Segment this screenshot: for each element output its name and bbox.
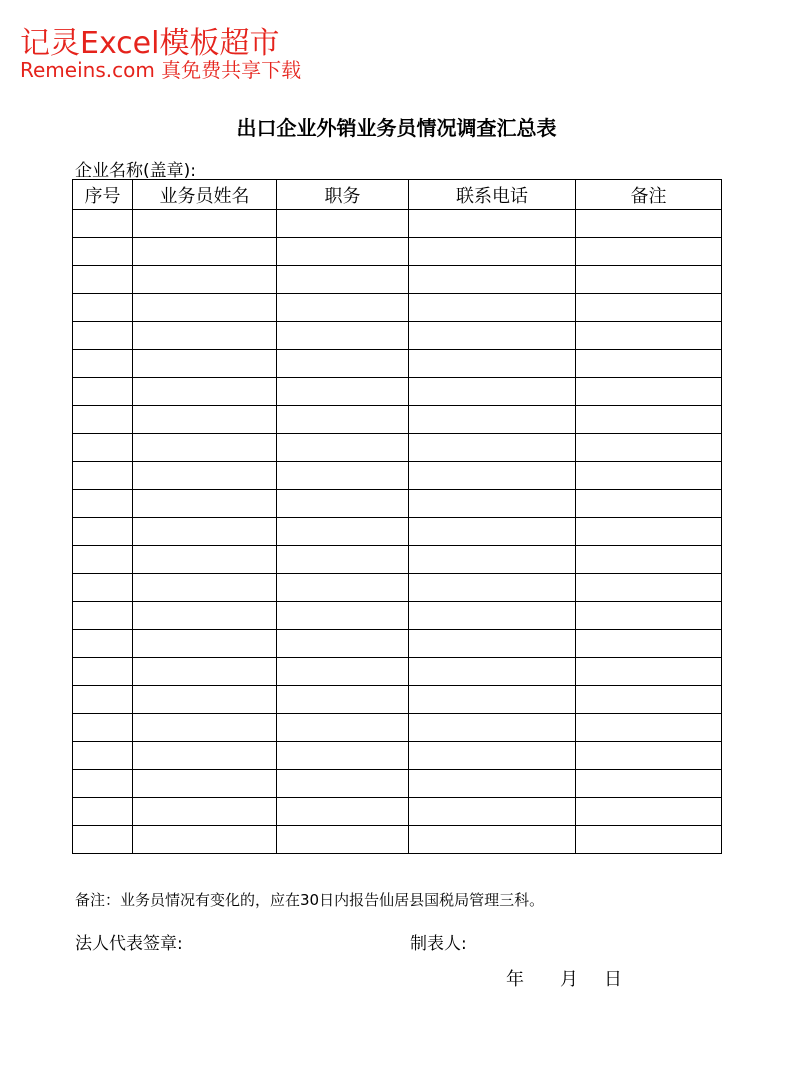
cell-name[interactable] <box>133 322 277 350</box>
cell-serial[interactable] <box>73 462 133 490</box>
cell-phone[interactable] <box>409 574 576 602</box>
cell-serial[interactable] <box>73 686 133 714</box>
table-row <box>73 518 722 546</box>
cell-serial[interactable] <box>73 378 133 406</box>
cell-position[interactable] <box>277 406 409 434</box>
cell-position[interactable] <box>277 798 409 826</box>
cell-position[interactable] <box>277 714 409 742</box>
table-row <box>73 490 722 518</box>
cell-remarks[interactable] <box>576 266 722 294</box>
cell-position[interactable] <box>277 546 409 574</box>
table-row <box>73 350 722 378</box>
cell-position[interactable] <box>277 686 409 714</box>
cell-name[interactable] <box>133 210 277 238</box>
cell-position[interactable] <box>277 770 409 798</box>
table-row <box>73 574 722 602</box>
cell-serial[interactable] <box>73 266 133 294</box>
cell-phone[interactable] <box>409 826 576 854</box>
cell-phone[interactable] <box>409 434 576 462</box>
cell-remarks[interactable] <box>576 770 722 798</box>
header-phone: 联系电话 <box>409 180 576 210</box>
cell-name[interactable] <box>133 742 277 770</box>
cell-position[interactable] <box>277 658 409 686</box>
cell-name[interactable] <box>133 294 277 322</box>
cell-remarks[interactable] <box>576 602 722 630</box>
cell-position[interactable] <box>277 826 409 854</box>
cell-name[interactable] <box>133 462 277 490</box>
cell-remarks[interactable] <box>576 350 722 378</box>
cell-phone[interactable] <box>409 490 576 518</box>
cell-name[interactable] <box>133 826 277 854</box>
cell-name[interactable] <box>133 574 277 602</box>
cell-serial[interactable] <box>73 826 133 854</box>
cell-position[interactable] <box>277 462 409 490</box>
cell-serial[interactable] <box>73 602 133 630</box>
table-row <box>73 714 722 742</box>
table-row <box>73 210 722 238</box>
cell-phone[interactable] <box>409 518 576 546</box>
cell-remarks[interactable] <box>576 294 722 322</box>
header-salesperson-name: 业务员姓名 <box>133 180 277 210</box>
table-row <box>73 686 722 714</box>
cell-position[interactable] <box>277 630 409 658</box>
cell-serial[interactable] <box>73 742 133 770</box>
cell-serial[interactable] <box>73 798 133 826</box>
cell-position[interactable] <box>277 378 409 406</box>
cell-remarks[interactable] <box>576 630 722 658</box>
cell-serial[interactable] <box>73 406 133 434</box>
cell-phone[interactable] <box>409 322 576 350</box>
cell-remarks[interactable] <box>576 658 722 686</box>
cell-phone[interactable] <box>409 238 576 266</box>
cell-remarks[interactable] <box>576 798 722 826</box>
table-row <box>73 266 722 294</box>
cell-remarks[interactable] <box>576 406 722 434</box>
table-header-row <box>73 180 722 210</box>
cell-remarks[interactable] <box>576 518 722 546</box>
header-serial-number: 序号 <box>73 180 133 210</box>
remark-note: 备注：业务员情况有变化的，应在30日内报告仙居县国税局管理三科。 <box>75 891 545 909</box>
cell-remarks[interactable] <box>576 210 722 238</box>
watermark-title: 记灵Excel模板超市 <box>20 26 280 61</box>
watermark-subtitle: Remeins.com 真免费共享下载 <box>20 58 302 82</box>
cell-name[interactable] <box>133 378 277 406</box>
cell-position[interactable] <box>277 574 409 602</box>
cell-name[interactable] <box>133 798 277 826</box>
table-row <box>73 238 722 266</box>
cell-position[interactable] <box>277 350 409 378</box>
cell-name[interactable] <box>133 770 277 798</box>
cell-position[interactable] <box>277 602 409 630</box>
cell-position[interactable] <box>277 266 409 294</box>
cell-serial[interactable] <box>73 658 133 686</box>
cell-remarks[interactable] <box>576 714 722 742</box>
cell-phone[interactable] <box>409 546 576 574</box>
cell-phone[interactable] <box>409 378 576 406</box>
cell-remarks[interactable] <box>576 378 722 406</box>
table-row <box>73 378 722 406</box>
table-row <box>73 294 722 322</box>
table-row <box>73 658 722 686</box>
cell-serial[interactable] <box>73 714 133 742</box>
cell-position[interactable] <box>277 490 409 518</box>
cell-phone[interactable] <box>409 210 576 238</box>
cell-serial[interactable] <box>73 574 133 602</box>
cell-name[interactable] <box>133 238 277 266</box>
date-month-label: 月 <box>560 969 578 990</box>
cell-serial[interactable] <box>73 518 133 546</box>
cell-remarks[interactable] <box>576 742 722 770</box>
cell-position[interactable] <box>277 238 409 266</box>
table-row <box>73 770 722 798</box>
cell-remarks[interactable] <box>576 462 722 490</box>
cell-name[interactable] <box>133 406 277 434</box>
cell-phone[interactable] <box>409 462 576 490</box>
cell-name[interactable] <box>133 658 277 686</box>
table-row <box>73 322 722 350</box>
cell-phone[interactable] <box>409 770 576 798</box>
survey-table <box>72 179 722 854</box>
cell-position[interactable] <box>277 210 409 238</box>
cell-name[interactable] <box>133 490 277 518</box>
company-name-label: 企业名称(盖章): <box>75 161 196 181</box>
header-position: 职务 <box>277 180 409 210</box>
cell-remarks[interactable] <box>576 490 722 518</box>
table-row <box>73 546 722 574</box>
cell-name[interactable] <box>133 546 277 574</box>
table-row <box>73 406 722 434</box>
cell-remarks[interactable] <box>576 546 722 574</box>
cell-position[interactable] <box>277 294 409 322</box>
table-row <box>73 462 722 490</box>
cell-position[interactable] <box>277 322 409 350</box>
page-title: 出口企业外销业务员情况调查汇总表 <box>236 116 557 140</box>
cell-phone[interactable] <box>409 686 576 714</box>
cell-remarks[interactable] <box>576 574 722 602</box>
cell-phone[interactable] <box>409 294 576 322</box>
cell-serial[interactable] <box>73 770 133 798</box>
table-row <box>73 434 722 462</box>
cell-name[interactable] <box>133 686 277 714</box>
header-remarks: 备注 <box>576 180 722 210</box>
cell-remarks[interactable] <box>576 826 722 854</box>
cell-remarks[interactable] <box>576 322 722 350</box>
cell-remarks[interactable] <box>576 238 722 266</box>
cell-serial[interactable] <box>73 238 133 266</box>
cell-position[interactable] <box>277 518 409 546</box>
preparer-label: 制表人: <box>410 934 467 954</box>
cell-name[interactable] <box>133 714 277 742</box>
cell-phone[interactable] <box>409 350 576 378</box>
date-day-label: 日 <box>604 969 622 990</box>
cell-name[interactable] <box>133 518 277 546</box>
cell-serial[interactable] <box>73 546 133 574</box>
date-year-label: 年 <box>506 969 524 990</box>
cell-remarks[interactable] <box>576 434 722 462</box>
table-row <box>73 798 722 826</box>
cell-serial[interactable] <box>73 350 133 378</box>
cell-name[interactable] <box>133 434 277 462</box>
cell-phone[interactable] <box>409 658 576 686</box>
cell-position[interactable] <box>277 434 409 462</box>
cell-remarks[interactable] <box>576 686 722 714</box>
cell-name[interactable] <box>133 602 277 630</box>
cell-name[interactable] <box>133 630 277 658</box>
cell-phone[interactable] <box>409 798 576 826</box>
cell-phone[interactable] <box>409 602 576 630</box>
table-row <box>73 630 722 658</box>
table-row <box>73 742 722 770</box>
table-row <box>73 826 722 854</box>
cell-serial[interactable] <box>73 630 133 658</box>
cell-serial[interactable] <box>73 210 133 238</box>
cell-name[interactable] <box>133 266 277 294</box>
cell-serial[interactable] <box>73 490 133 518</box>
cell-phone[interactable] <box>409 630 576 658</box>
cell-serial[interactable] <box>73 322 133 350</box>
cell-serial[interactable] <box>73 294 133 322</box>
cell-phone[interactable] <box>409 714 576 742</box>
cell-name[interactable] <box>133 350 277 378</box>
cell-serial[interactable] <box>73 434 133 462</box>
cell-phone[interactable] <box>409 266 576 294</box>
cell-position[interactable] <box>277 742 409 770</box>
legal-rep-signature-label: 法人代表签章: <box>75 934 183 954</box>
cell-phone[interactable] <box>409 406 576 434</box>
table-row <box>73 602 722 630</box>
cell-phone[interactable] <box>409 742 576 770</box>
